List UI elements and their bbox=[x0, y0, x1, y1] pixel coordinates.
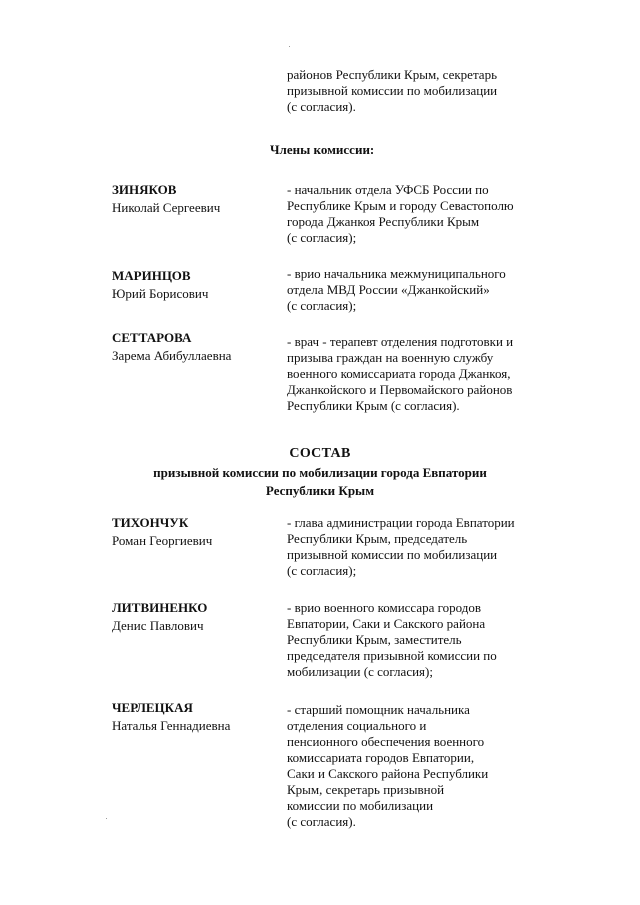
member-surname: ЗИНЯКОВ bbox=[112, 182, 177, 197]
description-line: председателя призывной комиссии по bbox=[287, 648, 497, 663]
description-line: - начальник отдела УФСБ России по bbox=[287, 182, 489, 197]
member-description bbox=[287, 702, 587, 830]
member-given-name: Денис Павлович bbox=[112, 618, 204, 633]
description-line: (с согласия); bbox=[287, 298, 357, 313]
description-line: Евпатории, Саки и Сакского района bbox=[287, 616, 486, 631]
description-line: (с согласия); bbox=[287, 563, 357, 578]
description-line: - глава администрации города Евпатории bbox=[287, 515, 515, 530]
member-description bbox=[287, 266, 587, 314]
description-line: (с согласия); bbox=[287, 230, 357, 245]
continuation-line: районов Республики Крым, секретарь bbox=[287, 67, 497, 82]
description-line: Республики Крым, заместитель bbox=[287, 632, 462, 647]
description-line: мобилизации (с согласия); bbox=[287, 664, 433, 679]
member-given-name: Роман Георгиевич bbox=[112, 533, 213, 548]
description-line: военного комиссариата города Джанкоя, bbox=[287, 366, 511, 381]
description-line: призыва граждан на военную службу bbox=[287, 350, 494, 365]
continuation-line: (с согласия). bbox=[287, 99, 356, 114]
member-description bbox=[287, 600, 587, 680]
description-line: пенсионного обеспечения военного bbox=[287, 734, 485, 749]
member-given-name: Зарема Абибуллаевна bbox=[112, 348, 232, 363]
description-line: Крым, секретарь призывной bbox=[287, 782, 445, 797]
description-line: отдела МВД России «Джанкойский» bbox=[287, 282, 490, 297]
description-line: Республике Крым и городу Севастополю bbox=[287, 198, 514, 213]
scan-speck bbox=[289, 46, 290, 47]
member-given-name: Наталья Геннадиевна bbox=[112, 718, 231, 733]
member-given-name: Юрий Борисович bbox=[112, 286, 209, 301]
member-surname: ТИХОНЧУК bbox=[112, 515, 189, 530]
description-line: Республики Крым (с согласия). bbox=[287, 398, 460, 413]
member-given-name: Николай Сергеевич bbox=[112, 200, 221, 215]
member-description bbox=[287, 515, 587, 579]
members-heading: Члены комиссии: bbox=[270, 142, 375, 157]
member-surname: СЕТТАРОВА bbox=[112, 330, 192, 345]
scan-speck bbox=[106, 818, 107, 819]
description-line: города Джанкоя Республики Крым bbox=[287, 214, 480, 229]
member-description bbox=[287, 334, 587, 414]
description-line: (с согласия). bbox=[287, 814, 356, 829]
composition-subtitle: Республики Крым bbox=[265, 483, 375, 498]
description-line: Джанкойского и Первомайского районов bbox=[287, 382, 513, 397]
description-line: призывной комиссии по мобилизации bbox=[287, 547, 498, 562]
composition-title: СОСТАВ bbox=[289, 446, 351, 461]
description-line: Саки и Сакского района Республики bbox=[287, 766, 489, 781]
composition-subtitle: призывной комиссии по мобилизации города Евпатории bbox=[153, 465, 487, 480]
continuation-text bbox=[287, 67, 587, 115]
description-line: отделения социального и bbox=[287, 718, 427, 733]
member-surname: ЧЕРЛЕЦКАЯ bbox=[112, 700, 193, 715]
description-line: - старший помощник начальника bbox=[287, 702, 470, 717]
continuation-line: призывной комиссии по мобилизации bbox=[287, 83, 498, 98]
description-line: комиссариата городов Евпатории, bbox=[287, 750, 475, 765]
description-line: - врач - терапевт отделения подготовки и bbox=[287, 334, 514, 349]
description-line: Республики Крым, председатель bbox=[287, 531, 468, 546]
member-surname: ЛИТВИНЕНКО bbox=[112, 600, 208, 615]
description-line: - врио начальника межмуниципального bbox=[287, 266, 506, 281]
description-line: - врио военного комиссара городов bbox=[287, 600, 482, 615]
member-surname: МАРИНЦОВ bbox=[112, 268, 191, 283]
description-line: комиссии по мобилизации bbox=[287, 798, 434, 813]
member-description bbox=[287, 182, 587, 246]
